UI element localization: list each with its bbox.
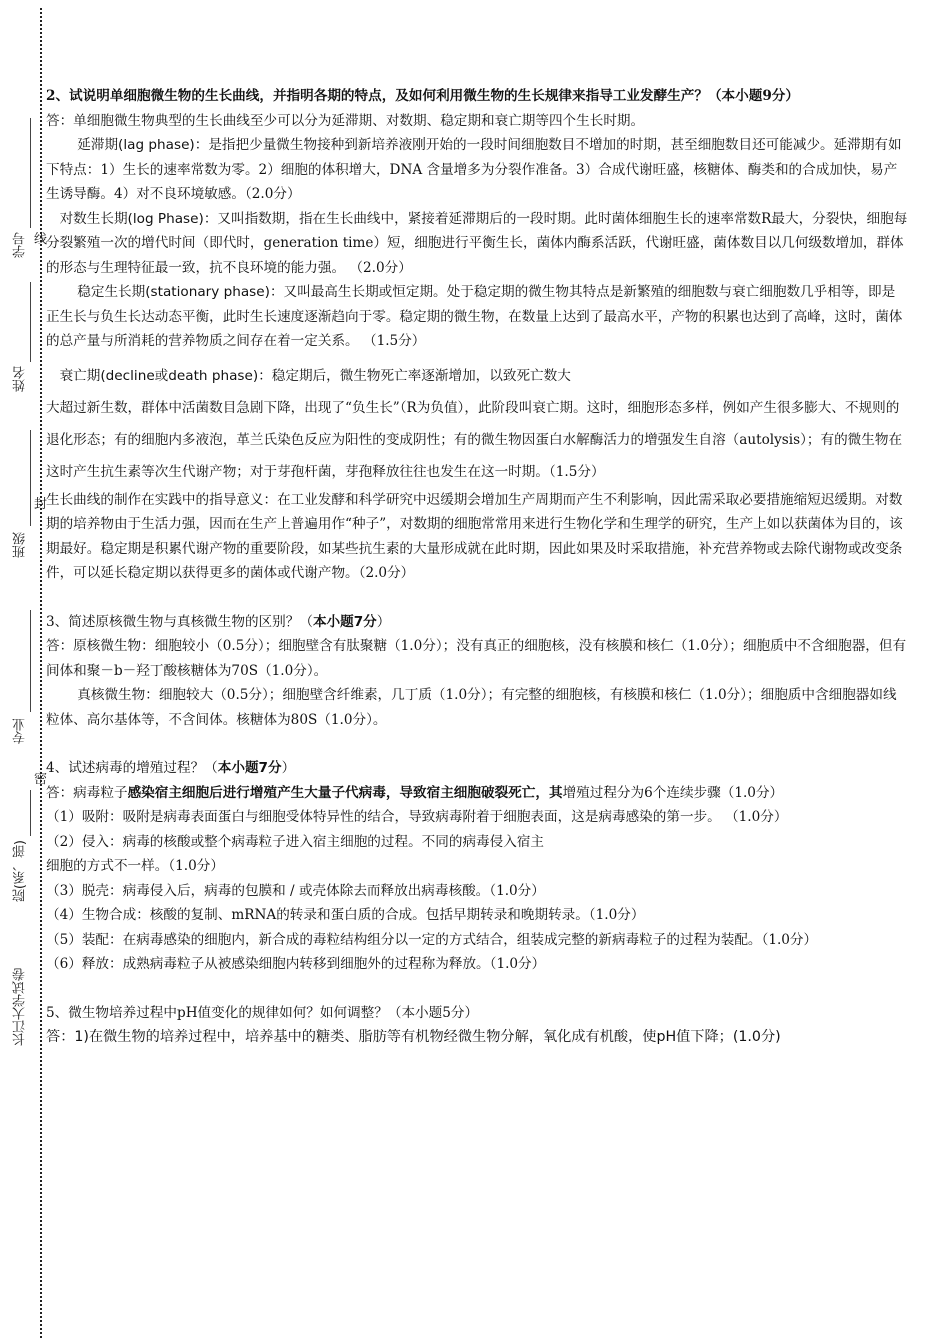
q2-guide-text: 生长曲线的制作在实践中的指导意义：在工业发酵和科学研究中迟缓期会增加生产周期而产生不利影响，因此需采取必要措施缩短迟缓期。对数期的培养物由于生活力强，因而在生产上普遍用作“种子”，对数期的细胞常常用来进行生物化学和生理学的研究，生产上如以获菌体为目的，该期最好。稳定期是积累代谢产物的重要阶段，如某些抗生素的大量形成就在此时期，因此如果及时采取措施，补充营养物或去除代谢物或改变条件，可以延长稳定期以获得更多的菌体或代谢产物。（2.0分） [46, 491, 903, 581]
student-id-underline [30, 118, 31, 228]
q4-intro-pre: 答：病毒粒子 [46, 784, 128, 801]
decline-phase-lead-text: ：稳定期后，微生物死亡率逐渐增加，以致死亡数大 [258, 367, 571, 384]
class-label: 班级 [13, 532, 28, 558]
seal-mark: 封 [34, 497, 48, 512]
q4-step-2b: 细胞的方式不一样。（1.0分） [46, 858, 224, 874]
q2-lag-paragraph [46, 133, 908, 207]
log-phase-text: ：又叫指数期，指在生长曲线中，紧接着延滞期后的一段时期。此时菌体细胞生长的速率常数R最大，分裂快，细胞每分裂繁殖一次的增代时间（即代时，generation time）短，细胞进行平衡生长，菌体内酶系活跃，代谢旺盛，菌体数目以几何级数增加，群体的形态与生理特征最一致，抗不良环境的能力强。 （2.0分） [46, 210, 908, 276]
q2-stationary-paragraph [46, 280, 908, 354]
major-underline [30, 610, 31, 712]
q4-title-pre: 4、试述病毒的增殖过程？（ [46, 760, 218, 776]
q3-title-pre: 3、简述原核微生物与真核微生物的区别？（ [46, 613, 313, 630]
department-label: 院(系、部) [13, 840, 28, 903]
decline-phase-heading: 衰亡期(decline或death phase) [59, 367, 259, 384]
stationary-phase-heading: 稳定生长期(stationary phase) [77, 284, 270, 300]
line-mark: 线 [34, 232, 48, 247]
binding-dotted-line [40, 8, 42, 1338]
q4-step-1: （1）吸附：吸附是病毒表面蛋白与细胞受体特异性的结合，导致病毒附着于细胞表面，这是病毒感染的第一步。 （1.0分） [46, 809, 788, 825]
q4-title-score: 本小题7分 [217, 760, 282, 776]
q3-title [46, 610, 908, 635]
q4-step-5: （5）装配：在病毒感染的细胞内，新合成的毒粒结构组分以一定的方式结合，组装成完整的新病毒粒子的过程为装配。（1.0分） [46, 931, 818, 948]
log-phase-heading: 对数生长期(log Phase) [59, 210, 204, 227]
q3-title-post: ） [376, 613, 391, 630]
student-id-label: 学号 [13, 232, 28, 258]
lag-phase-heading: 延滞期(lag phase) [77, 137, 195, 153]
q4-step-3: （3）脱壳：病毒侵入后，病毒的包膜和 / 或壳体除去而释放出病毒核酸。（1.0分） [46, 882, 545, 899]
q4-intro-bold: 感染宿主细胞后进行增殖产生大量子代病毒，导致宿主细胞破裂死亡，其 [127, 784, 563, 801]
q5-answer: 答：1)在微生物的培养过程中，培养基中的糖类、脂肪等有机物经微生物分解，氧化成有机酸，使pH值下降；(1.0分) [46, 1029, 781, 1045]
q4-step-6: （6）释放：成熟病毒粒子从被感染细胞内转移到细胞外的过程称为释放。（1.0分） [46, 956, 546, 972]
exam-label: 长江大学试卷 [13, 968, 28, 1046]
class-underline [30, 430, 31, 526]
q4-step-2a: （2）侵入：病毒的核酸或整个病毒粒子进入宿主细胞的过程。不同的病毒侵入宿主 [46, 833, 545, 850]
exam-content [46, 84, 908, 1050]
q2-decline-text: 大超过新生数，群体中活菌数目急剧下降，出现了“负生长”（R为负值），此阶段叫衰亡期。这时，细胞形态多样，例如产生很多膨大、不规则的退化形态；有的细胞内多液泡，革兰氏染色反应为阳性的变成阴性；有的微生物因蛋白水解酶活力的增强发生自溶（autolysis）；有的微生物在这时产生抗生素等次生代谢产物；对于芽孢杆菌，芽孢释放往往也发生在这一时期。（1.5分） [46, 399, 903, 480]
department-underline [30, 790, 31, 836]
q2-decline-lead [46, 360, 908, 392]
stationary-phase-text: ：又叫最高生长期或恒定期。处于稳定期的微生物其特点是新繁殖的细胞数与衰亡细胞数几乎相等，即是正生长与负生长达动态平衡，此时生长速度逐渐趋向于零。稳定期的微生物，在数量上达到了最高水平，产物的积累也达到了高峰，这时，菌体的总产量与所消耗的营养物质之间存在着一定关系。 （1.5分） [46, 284, 903, 349]
q2-intro: 答：单细胞微生物典型的生长曲线至少可以分为延滞期、对数期、稳定期和衰亡期等四个生长时期。 [46, 112, 645, 129]
q3-title-score: 本小题7分 [312, 613, 377, 630]
q4-title [46, 756, 908, 781]
q5-title: 5、微生物培养过程中pH值变化的规律如何？如何调整？（本小题5分） [46, 1004, 479, 1021]
major-label: 专业 [13, 718, 28, 744]
secret-mark: 密 [34, 772, 48, 787]
q4-title-post: ） [281, 760, 296, 776]
q3-eukaryote-text: 真核微生物：细胞较大（0.5分）；细胞壁含纤维素，几丁质（1.0分）；有完整的细胞核，有核膜和核仁（1.0分）；细胞质中含细胞器如线粒体、高尔基体等，不含间体。核糖体为80S（1.0分）。 [46, 687, 897, 728]
q4-intro [46, 781, 908, 806]
name-label: 姓名 [13, 366, 28, 392]
q3-prokaryote-text: 答：原核微生物：细胞较小（0.5分）；细胞壁含有肽聚糖（1.0分）；没有真正的细胞核，没有核膜和核仁（1.0分）；细胞质中不含细胞器，但有间体和聚－b－羟丁酸核糖体为70S（1.0分）。 [46, 638, 907, 679]
name-underline [30, 282, 31, 362]
q2-log-paragraph [46, 207, 908, 281]
lag-phase-text: ：是指把少量微生物接种到新培养液刚开始的一段时间细胞数目不增加的时期，甚至细胞数目还可能减少。延滞期有如下特点：1）生长的速率常数为零。2）细胞的体积增大，DNA 含量增多为分裂作准备。3）合成代谢旺盛，核糖体、酶类和的合成加快，易产生诱导酶。4）对不良环境敏感。（2.0分） [46, 137, 902, 202]
q2-title: 2、试说明单细胞微生物的生长曲线，并指明各期的特点，及如何利用微生物的生长规律来指导工业发酵生产？（本小题9分） [46, 88, 799, 104]
q4-intro-post: 增殖过程分为6个连续步骤（1.0分） [562, 784, 784, 801]
q4-step-4: （4）生物合成：核酸的复制、mRNA的转录和蛋白质的合成。包括早期转录和晚期转录。（1.0分） [46, 907, 645, 923]
